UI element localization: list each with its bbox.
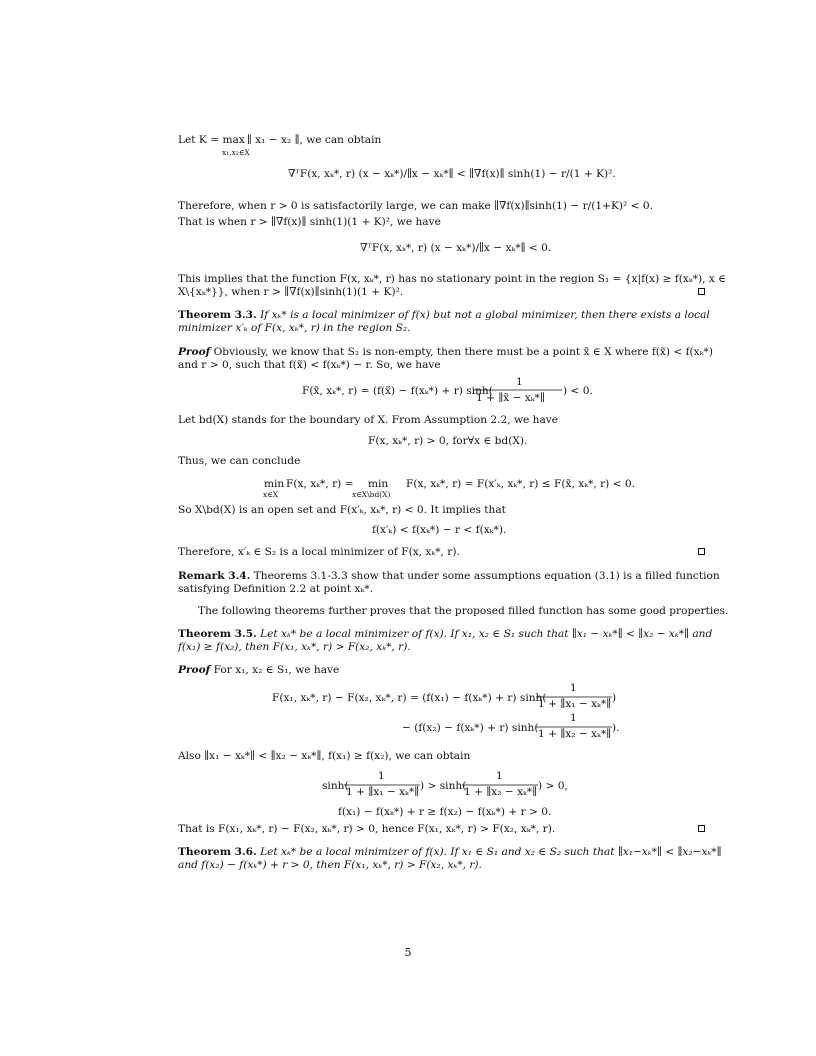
equation-boundary-positive: F(x, xₖ*, r) > 0, for∀x ∈ bd(X). xyxy=(368,435,528,447)
qed-box xyxy=(698,825,705,832)
equation-5-mid: F(x, xₖ*, r) = xyxy=(286,478,354,490)
max-subscript: x₁,x₂∈X xyxy=(222,148,250,157)
equation-9-numerator-2: 1 xyxy=(496,770,503,782)
paragraph-implies-a: This implies that the function F(x, xₖ*, r) has no stationary point in the region S₁ = {x|f(x) ≥ f(xₖ*), x ∈ xyxy=(178,273,727,285)
equation-7-close: ) xyxy=(612,692,617,704)
theorem-3-3-label: Theorem 3.3. xyxy=(178,309,257,321)
paragraph-therefore-a: Therefore, when r > 0 is satisfactorily large, we can make ∥∇f(x)∥sinh(1) − r/(1+K)² < 0. xyxy=(178,200,653,212)
theorem-3-6-label: Theorem 3.6. xyxy=(178,846,257,858)
equation-7-lhs: F(x₁, xₖ*, r) − F(x₂, xₖ*, r) = (f(x₁) − f(xₖ*) + r) sinh( xyxy=(272,692,547,704)
theorem-3-5-label: Theorem 3.5. xyxy=(178,628,257,640)
equation-9-a: sinh( xyxy=(322,780,349,792)
theorem-3-5-b xyxy=(178,641,411,654)
theorem-3-3-b xyxy=(178,322,411,335)
equation-9-denominator-2: 1 + ∥x₂ − xₖ*∥ xyxy=(464,786,538,798)
theorem-3-3 xyxy=(178,309,710,322)
equation-9-mid: ) > sinh( xyxy=(420,780,467,792)
paragraph-open-set: So X\bd(X) is an open set and F(x′ₖ, xₖ*, r) < 0. It implies that xyxy=(178,504,506,516)
equation-7-denominator: 1 + ∥x₁ − xₖ*∥ xyxy=(538,698,612,710)
equation-8-close: ). xyxy=(612,722,620,734)
paragraph-therefore-b: That is when r > ∥∇f(x)∥ sinh(1)(1 + K)², we have xyxy=(178,216,441,228)
paragraph-that-is: That is F(x₁, xₖ*, r) − F(x₂, xₖ*, r) > 0, hence F(x₁, xₖ*, r) > F(x₂, xₖ*, r). xyxy=(178,823,556,835)
remark-3-4-text-a: Theorems 3.1-3.3 show that under some assumptions equation (3.1) is a filled function xyxy=(253,570,720,582)
proof-3-5 xyxy=(178,664,339,677)
theorem-3-5-text-b: f(x₁) ≥ f(x₂), then F(x₁, xₖ*, r) > F(x₂, xₖ*, r). xyxy=(178,641,411,653)
equation-8-lhs: − (f(x₂) − f(xₖ*) + r) sinh( xyxy=(402,722,539,734)
paragraph-following-theorems: The following theorems further proves that the proposed filled function has some good properties. xyxy=(198,605,729,617)
remark-3-4 xyxy=(178,570,720,583)
paragraph-implies-b: X\{xₖ*}}, when r > ∥∇f(x)∥sinh(1)(1 + K)². xyxy=(178,286,404,298)
qed-box xyxy=(698,548,705,555)
theorem-3-6 xyxy=(178,846,722,859)
text-let-k: Let K = max ∥ x₁ − x₂ ∥, we can obtain xyxy=(178,134,382,146)
equation-5-sub-2: x∈X\bd(X) xyxy=(352,490,391,499)
proof-3-3-b: and r > 0, such that f(x̃) < f(xₖ*) − r. So, we have xyxy=(178,359,441,371)
equation-5-rhs: F(x, xₖ*, r) = F(x′ₖ, xₖ*, r) ≤ F(x̃, xₖ*, r) < 0. xyxy=(406,478,635,490)
equation-8-numerator: 1 xyxy=(570,712,577,724)
proof-label: Proof xyxy=(178,346,211,358)
equation-9-denominator-1: 1 + ∥x₁ − xₖ*∥ xyxy=(346,786,420,798)
remark-3-4-b: satisfying Definition 2.2 at point xₖ*. xyxy=(178,583,374,595)
equation-7-numerator: 1 xyxy=(570,682,577,694)
theorem-3-5-text-a: Let xₖ* be a local minimizer of f(x). If x₁, x₂ ∈ S₁ such that ∥x₁ − xₖ*∥ < ∥x₂ − xₖ*∥ and xyxy=(260,628,713,640)
paragraph-let-k xyxy=(178,134,381,147)
equation-5-min-2: min xyxy=(368,478,389,490)
proof-3-3-a xyxy=(178,346,713,359)
theorem-3-6-text-a: Let xₖ* be a local minimizer of f(x). If x₁ ∈ S₁ and x₂ ∈ S₂ such that ∥x₁−xₖ*∥ < ∥x₂−xₖ*∥ xyxy=(260,846,722,858)
equation-5-min-1: min xyxy=(264,478,285,490)
equation-5-sub-1: x∈X xyxy=(263,490,279,499)
equation-9-end: ) > 0, xyxy=(538,780,568,792)
theorem-3-6-text-b: and f(x₂) − f(xₖ*) + r > 0, then F(x₁, xₖ*, r) > F(x₂, xₖ*, r). xyxy=(178,859,482,871)
equation-3-denominator: 1 + ∥x̃ − xₖ*∥ xyxy=(476,392,545,404)
equation-3-numerator: 1 xyxy=(516,376,523,388)
proof-text-a: Obviously, we know that S₂ is non-empty, then there must be a point x̃ ∈ X where f(x̃) < f(xₖ*) xyxy=(213,346,713,358)
theorem-3-5 xyxy=(178,628,712,641)
theorem-3-6-b xyxy=(178,859,482,872)
paragraph-local-minimizer: Therefore, x′ₖ ∈ S₂ is a local minimizer of F(x, xₖ*, r). xyxy=(178,546,460,558)
equation-3-fraction-bar xyxy=(474,389,564,391)
paragraph-also: Also ∥x₁ − xₖ*∥ < ∥x₂ − xₖ*∥, f(x₁) ≥ f(x₂), we can obtain xyxy=(178,750,471,762)
equation-gradient-bound: ∇ᵀF(x, xₖ*, r) (x − xₖ*)/∥x − xₖ*∥ < ∥∇f(x)∥ sinh(1) − r/(1 + K)². xyxy=(288,168,616,180)
equation-3-lhs: F(x̃, xₖ*, r) = (f(x̃) − f(xₖ*) + r) sinh( xyxy=(302,385,493,397)
remark-3-4-label: Remark 3.4. xyxy=(178,570,251,582)
theorem-3-3-text-a: If xₖ* is a local minimizer of f(x) but not a global minimizer, then there exists a local xyxy=(260,309,710,321)
equation-10: f(x₁) − f(xₖ*) + r ≥ f(x₂) − f(xₖ*) + r > 0. xyxy=(338,806,552,818)
paragraph-thus: Thus, we can conclude xyxy=(178,455,301,467)
proof-3-5-text: For x₁, x₂ ∈ S₁, we have xyxy=(213,664,340,676)
qed-box xyxy=(698,288,705,295)
proof-label: Proof xyxy=(178,664,211,676)
page-number: 5 xyxy=(404,946,412,959)
equation-9-numerator-1: 1 xyxy=(378,770,385,782)
equation-6: f(x′ₖ) < f(xₖ*) − r < f(xₖ*). xyxy=(372,524,507,536)
equation-8-denominator: 1 + ∥x₂ − xₖ*∥ xyxy=(538,728,612,740)
theorem-3-3-text-b: minimizer x′ₖ of F(x, xₖ*, r) in the region S₂. xyxy=(178,322,411,334)
paragraph-boundary: Let bd(X) stands for the boundary of X. From Assumption 2.2, we have xyxy=(178,414,559,426)
equation-gradient-negative: ∇ᵀF(x, xₖ*, r) (x − xₖ*)/∥x − xₖ*∥ < 0. xyxy=(360,242,552,254)
equation-3-rhs: ) < 0. xyxy=(563,385,593,397)
